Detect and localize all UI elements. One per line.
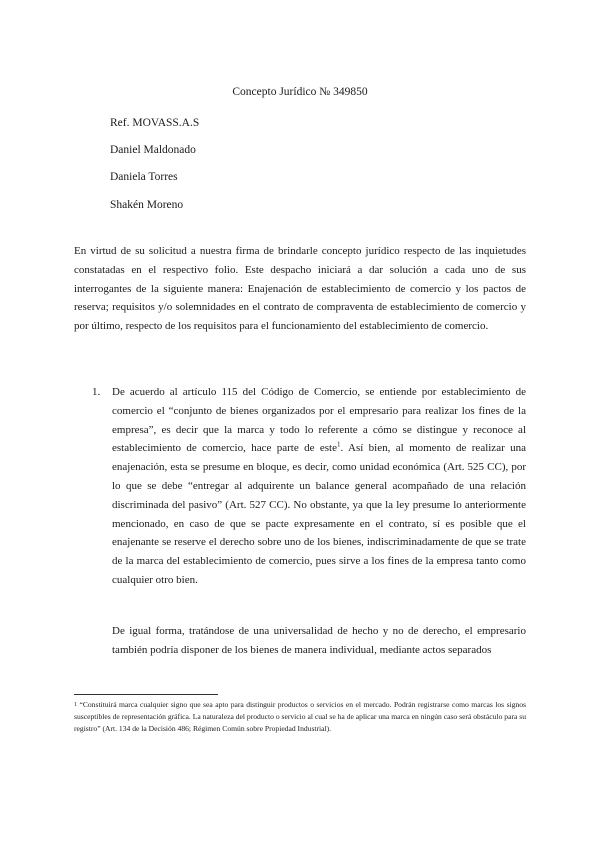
document-title: Concepto Jurídico № 349850 — [232, 86, 368, 98]
author-name: Daniela Torres — [110, 171, 178, 183]
author-name: Daniel Maldonado — [110, 144, 196, 156]
footnote-mark: 1 — [74, 702, 77, 708]
item-text-part-b: . Así bien, al momento de realizar una enajenación, esta se presume en bloque, es decir, como unidad económica (Art. 525 CC), por lo que se debe “entregar al adquirente un balance general acompañado de una relación discriminada del pasivo” (Art. 527 CC). No obstante, ya que la ley presume lo anteriormente mencionado, en caso de que se pacte expresamente en el contrato, sí es posible que el enajenante se reserve el derecho sobre uno de los bienes, indiscriminadamente de que se trate de la marca del establecimiento de comercio, pues sirve a los fines de la empresa tanto como cualquier otro bien. — [112, 442, 527, 586]
continuation-paragraph: De igual forma, tratándose de una universalidad de hecho y no de derecho, el empresario también podría disponer de los bienes de manera individual, mediante actos separados — [112, 625, 526, 656]
reference-line: Ref. MOVASS.A.S — [110, 117, 200, 129]
intro-paragraph: En virtud de su solicitud a nuestra firma de brindarle concepto jurídico respecto de las inquietudes constatadas en el respectivo folio. Este despacho iniciará a dar solución a cada uno de sus interrogantes de la siguiente manera: Enajenación de establecimiento de comercio y los pactos de reserva; requisitos y/o solemnidades en el contrato de compraventa de establecimiento de comercio y por último, respecto de los requisitos para el funcionamiento del establecimiento de comercio. — [74, 245, 526, 333]
footnote-separator — [74, 694, 218, 695]
author-name: Shakén Moreno — [110, 199, 184, 211]
footnote-text: “Constituirá marca cualquier signo que sea apto para distinguir productos o servicios en el mercado. Podrán registrarse como marcas los signos susceptibles de representación gráfica. La naturaleza del producto o servicio al cual se ha de aplicar una marca en ningún caso será obstáculo para su registro” (Art. 134 de la Decisión 486; Régimen Común sobre Propiedad Industrial). — [74, 700, 526, 734]
list-number: 1. — [92, 386, 101, 398]
list-item-paragraph — [112, 383, 526, 590]
footnote — [74, 699, 526, 736]
item-text-part-a: De acuerdo al artículo 115 del Código de Comercio, se entiende por establecimiento de comercio el “conjunto de bienes organizados por el empresario para realizar los fines de la empresa”, es decir que la marca y todo lo referente a cómo se distingue y reconoce al establecimiento de comercio, hace parte de este — [112, 386, 526, 455]
footnote-reference[interactable]: 1 — [337, 440, 341, 449]
